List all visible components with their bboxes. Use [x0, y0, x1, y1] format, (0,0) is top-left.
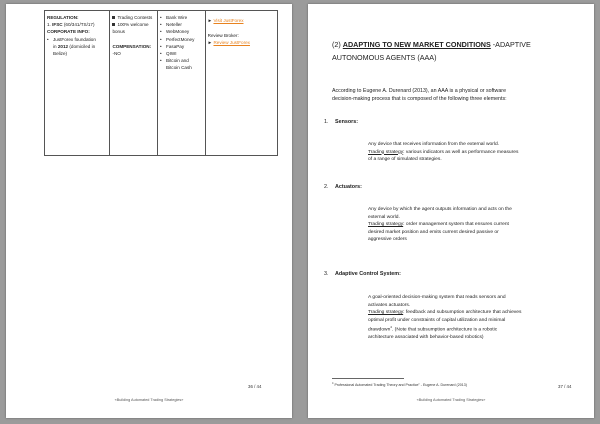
method-label: WebMoney: [166, 29, 190, 35]
item-number: 2.: [324, 184, 329, 190]
corporate-text-b1: in: [53, 43, 58, 49]
method-label: QIWI: [166, 51, 177, 57]
method-item: [160, 21, 203, 28]
item-title: Adaptive Control System: [335, 271, 400, 277]
method-item: [160, 50, 203, 57]
item-number: 1.: [324, 119, 329, 125]
strategy-text-a: drawdown: [368, 327, 391, 333]
heading-line-2: AUTONOMOUS AGENTS (AAA): [332, 53, 437, 62]
strategy-line: [368, 221, 562, 229]
bullet-icon: •: [160, 15, 162, 20]
item-description: [368, 206, 562, 244]
item-title: Sensors: [335, 119, 357, 125]
left-page: [6, 4, 292, 418]
strategy-text-cont: aggressive orders: [368, 237, 407, 242]
strategy-text: : order management system that ensures current: [403, 222, 509, 227]
heading-title: ADAPTING TO NEW MARKET CONDITIONS: [342, 40, 491, 49]
method-label: PerfectMoney: [166, 36, 195, 42]
strategy-text-cont: of a range of simulated strategies.: [368, 157, 442, 162]
list-item-sensors: [324, 119, 358, 125]
footnote: [332, 382, 467, 387]
page-footer: «Building Automated Trading Strategies»: [416, 398, 486, 402]
item-title: Actuators: [335, 184, 361, 190]
list-item-adaptive-control: [324, 271, 401, 277]
method-item: [160, 14, 203, 21]
review-label: Review Broker:: [207, 33, 239, 39]
page-number: 36 / 44: [248, 384, 262, 389]
corporate-text-b: [53, 43, 96, 50]
desc-line: Any device by which the agent outputs information and acts on the: [368, 207, 512, 212]
links-column: [206, 11, 277, 155]
square-bullet-icon: [112, 23, 115, 26]
right-page: [308, 4, 594, 418]
bullet-icon: •: [160, 58, 162, 64]
bullet-icon: •: [160, 36, 162, 42]
section-heading: [332, 38, 570, 64]
heading-number: (2): [332, 40, 343, 49]
desc-line: activates actuators.: [368, 302, 411, 308]
corporate-label: CORPORATE INFO:: [47, 29, 90, 35]
bullet-icon: •: [160, 43, 162, 49]
bullet-icon: •: [160, 29, 162, 35]
strategy-line: [368, 309, 562, 317]
promo-item: [112, 14, 155, 21]
strategy-text-b: . (Note that subsumption architecture is a robotic: [391, 327, 498, 333]
method-label: Bank Wire: [166, 15, 188, 20]
item-number: 3.: [324, 271, 329, 277]
regulation-code: IFSC: [52, 22, 63, 28]
page-number: 37 / 44: [558, 384, 572, 389]
strategy-text: : various indicators as well as performance measures: [403, 149, 519, 155]
strategy-text-cont: optimal profit under constraints of capital utilization and minimal: [368, 317, 506, 323]
regulation-column: [45, 11, 110, 155]
review-broker-link[interactable]: Review JustForex: [213, 40, 250, 46]
strategy-text-cont: architecture associated with behavior-based robotics): [368, 335, 484, 341]
regulation-number: (60/341/TS/17): [62, 22, 95, 28]
intro-paragraph: [332, 88, 570, 103]
desc-line: external world.: [368, 214, 400, 220]
strategy-text: : feedback and subsumption architecture that achieves: [403, 310, 522, 315]
heading-rest: -ADAPTIVE: [490, 40, 531, 49]
review-row: [208, 39, 275, 46]
list-item-actuators: [324, 184, 362, 190]
payment-methods-column: [158, 11, 206, 155]
item-description: [368, 141, 562, 164]
method-label: Neteller: [166, 22, 182, 28]
method-item: [160, 28, 203, 35]
method-label: Bitcoin Cash: [166, 65, 192, 71]
desc-line: Any device that receives information from the external world.: [368, 142, 500, 147]
item-colon: :: [399, 271, 401, 277]
arrow-right-icon: ►: [207, 18, 213, 23]
corporate-year: 2012: [57, 43, 69, 49]
item-description: [368, 294, 562, 342]
square-bullet-icon: [112, 16, 115, 19]
corporate-text-a: JustForex foundation: [53, 36, 96, 42]
corporate-text-b2: (domiciled in: [68, 43, 96, 49]
method-label: Bitcoin and: [166, 58, 189, 64]
heading-line-1: [332, 38, 570, 51]
bullet-icon: •: [160, 22, 162, 28]
promo-text-cont: bonus: [112, 29, 125, 35]
strategy-text-cont: desired market position and emits current desired passive or: [368, 229, 499, 235]
compensation-value: -NO: [112, 50, 121, 56]
method-item: [160, 57, 203, 64]
footnote-ref[interactable]: 4: [390, 325, 392, 329]
regulation-entry: [47, 21, 107, 28]
method-label: FasaPay: [166, 43, 185, 49]
broker-info-table: [44, 10, 278, 156]
strategy-label: Trading strategy: [368, 310, 404, 315]
visit-broker-link[interactable]: Visit JustForex: [213, 18, 244, 23]
method-item: [160, 64, 203, 71]
intro-line: decision-making process that is composed of the following three elements:: [332, 95, 507, 102]
method-item: [160, 36, 203, 43]
regulation-label: REGULATION:: [47, 15, 79, 20]
item-colon: :: [360, 184, 362, 190]
strategy-label: Trading strategy: [368, 222, 404, 227]
promo-text: 100% welcome: [117, 22, 149, 28]
footnote-marker: 4: [332, 382, 334, 385]
footnote-divider: [332, 378, 404, 379]
arrow-right-icon: ►: [207, 40, 213, 46]
promotions-column: [110, 11, 158, 155]
strategy-line: [368, 149, 562, 157]
item-colon: :: [356, 119, 359, 125]
corporate-text-c: Belize): [53, 51, 68, 57]
promo-item: [112, 21, 155, 28]
intro-line: According to Eugene A. Durenard (2013), an AAA is a physical or software: [332, 88, 507, 94]
visit-row: [208, 17, 275, 24]
desc-line: A goal-oriented decision-making system that reads sensors and: [368, 295, 506, 300]
page-footer: «Building Automated Trading Strategies»: [114, 398, 184, 402]
footnote-text: Professional Automated Trading Theory and Practice" - Eugene A. Durenard (2013): [333, 383, 467, 388]
strategy-text-cont: [368, 324, 562, 334]
method-item: [160, 43, 203, 50]
corporate-item: [47, 36, 107, 58]
bullet-icon: •: [47, 36, 49, 42]
promo-text: Trading Contests: [117, 15, 153, 20]
strategy-label: Trading strategy: [368, 149, 404, 155]
compensation-label: COMPENSATION:: [112, 43, 152, 49]
bullet-icon: •: [160, 51, 162, 57]
regulation-prefix: 1.: [47, 22, 51, 28]
